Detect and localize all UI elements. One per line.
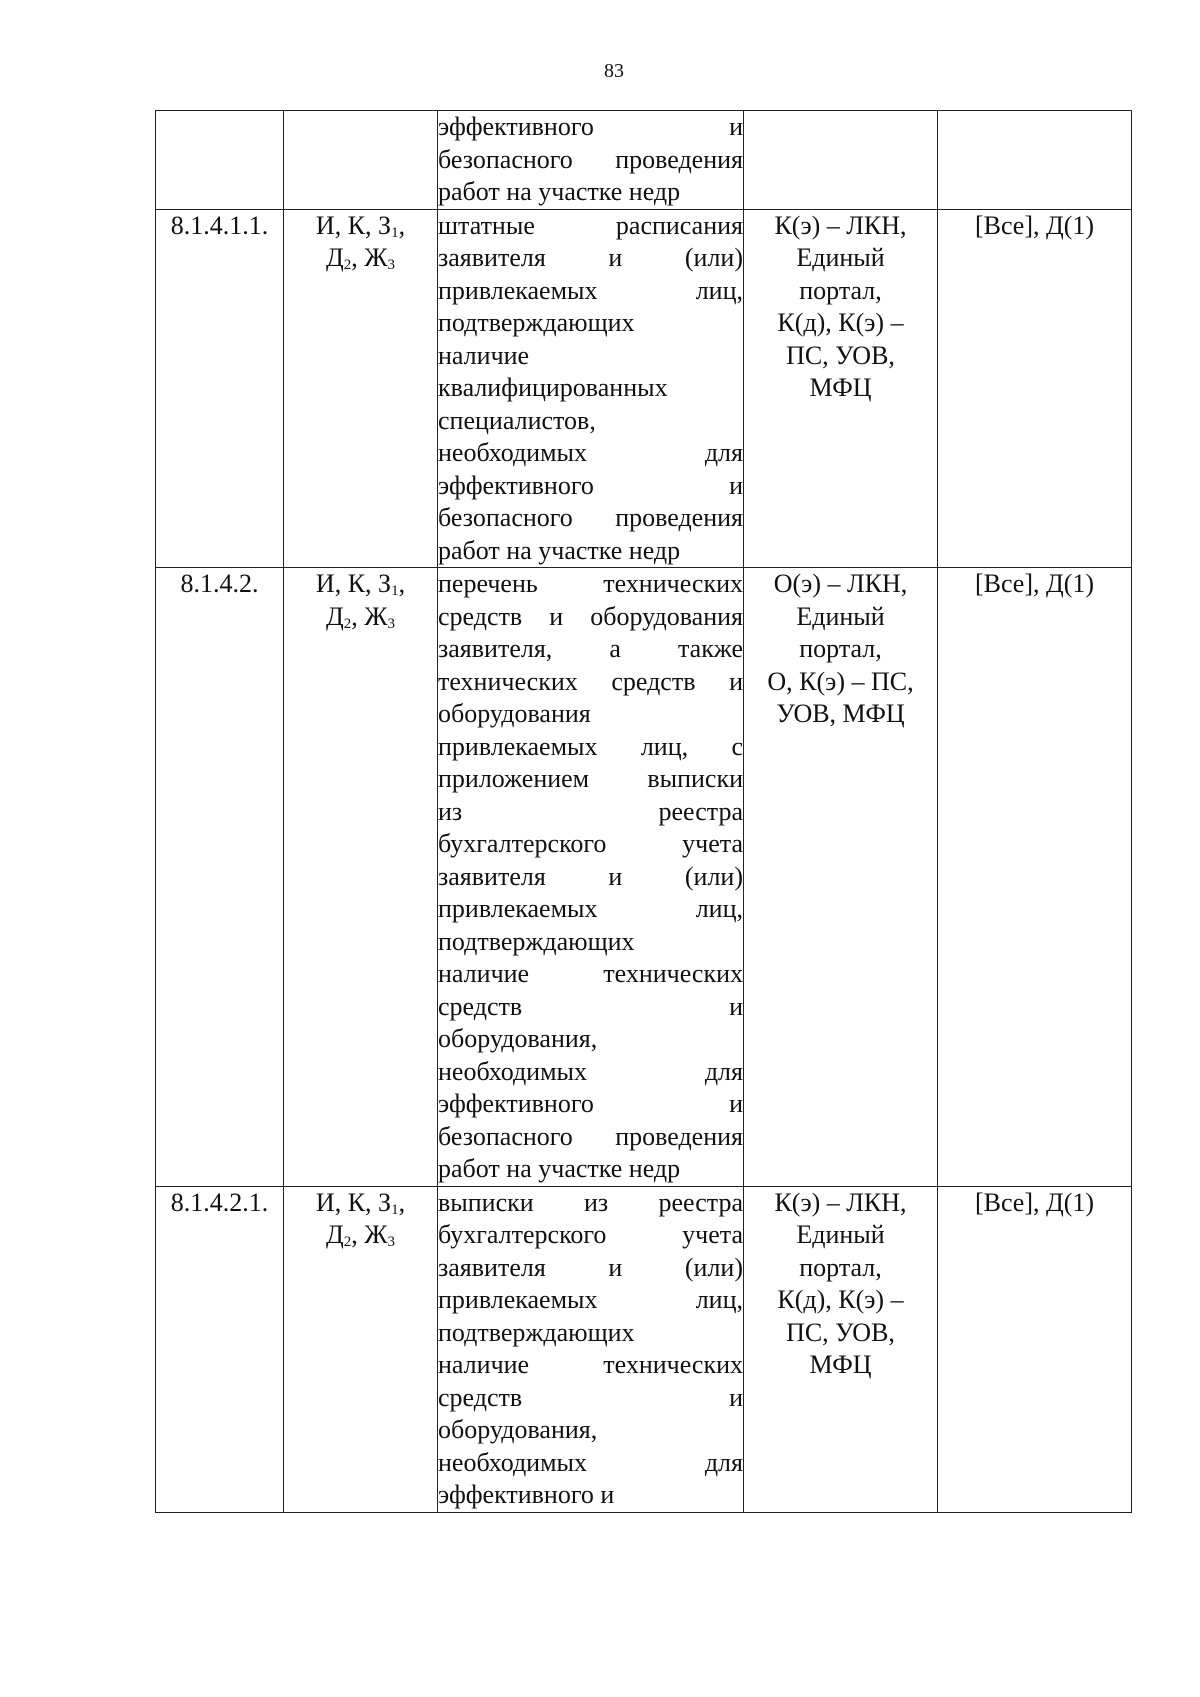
applicant-codes-line: $Д_2$, $Ж_3$ [325, 243, 396, 273]
description-line: необходимых для [438, 438, 743, 467]
description-line: выписки из реестра [438, 1187, 743, 1217]
item-number-cell: 8.1.4.2.1. [156, 1186, 284, 1512]
applicability-cell [938, 568, 1132, 1187]
channel-line: К(д), К(э) – [777, 1285, 904, 1314]
description-line: средств и оборудования [438, 601, 743, 631]
description-line: приложением выписки [438, 764, 743, 793]
description-line: эффективного и [438, 470, 743, 500]
description-line: заявителя, а также [438, 634, 743, 663]
description-line: необходимых для [438, 1447, 743, 1477]
applicability-cell [938, 209, 1132, 568]
applicant-codes-cell [284, 209, 438, 568]
description-line: из реестра [438, 796, 743, 826]
description-line: наличие [438, 340, 530, 370]
description-line: перечень технических [438, 569, 743, 598]
description-line: заявителя и (или) [438, 1252, 743, 1282]
description-line: безопасного проведения [438, 1121, 743, 1151]
channel-line: МФЦ [809, 1350, 872, 1379]
description-line: подтверждающих [438, 926, 635, 956]
applicant-codes-cell [284, 111, 438, 210]
description-line: бухгалтерского учета [438, 1220, 743, 1249]
description-line: привлекаемых лиц, [438, 275, 743, 305]
description-line: технических средств и [438, 666, 743, 696]
channel-line: УОВ, МФЦ [776, 699, 905, 728]
description-line: привлекаемых лиц, [438, 894, 743, 923]
description-line: эффективного и [438, 112, 743, 141]
description-line: безопасного проведения [438, 144, 743, 174]
description-line: эффективного и [438, 1089, 743, 1118]
document-description-cell [438, 209, 744, 568]
applicability-text: [Все], Д(1) [974, 569, 1095, 598]
channel-line: ПС, УОВ, [786, 340, 895, 370]
applicability-cell [938, 111, 1132, 210]
description-line: подтверждающих [438, 308, 635, 337]
table-row [156, 1186, 1132, 1512]
channel-line: Единый [796, 1220, 885, 1249]
channel-line: портал, [799, 275, 882, 305]
page-number: 83 [604, 60, 624, 82]
submission-channels-cell [744, 1186, 938, 1512]
description-line: наличие технических [438, 1350, 743, 1379]
table-row [156, 111, 1132, 210]
description-line: средств и [438, 991, 743, 1021]
submission-channels-cell [744, 568, 938, 1187]
description-line: необходимых для [438, 1056, 743, 1086]
item-number-cell: 8.1.4.1.1. [156, 209, 284, 568]
description-line: специалистов, [438, 405, 596, 435]
description-line: работ на участке недр [438, 177, 681, 206]
applicant-codes-cell [284, 1186, 438, 1512]
channel-line: О, К(э) – ПС, [767, 666, 914, 696]
applicability-text: [Все], Д(1) [974, 1187, 1095, 1217]
requirements-table [155, 110, 1132, 1513]
description-line: подтверждающих [438, 1317, 635, 1347]
channel-line: Единый [796, 243, 885, 272]
channel-line: портал, [799, 1252, 882, 1282]
item-number-cell [156, 111, 284, 210]
channel-line: О(э) – ЛКН, [773, 569, 908, 598]
table-row [156, 568, 1132, 1187]
description-line: привлекаемых лиц, с [438, 731, 743, 761]
description-line: привлекаемых лиц, [438, 1285, 743, 1314]
submission-channels-cell [744, 209, 938, 568]
channel-line: Единый [796, 601, 885, 631]
applicant-codes-cell [284, 568, 438, 1187]
channel-line: К(э) – ЛКН, [774, 1187, 907, 1217]
description-line: штатные расписания [438, 210, 743, 240]
document-description-cell [438, 1186, 744, 1512]
document-description-cell [438, 111, 744, 210]
description-line: оборудования, [438, 1415, 598, 1444]
channel-line: МФЦ [809, 373, 872, 402]
channel-line: портал, [799, 634, 882, 663]
submission-channels-cell [744, 111, 938, 210]
applicant-codes-line: И, К, $З_1$, [315, 1187, 406, 1218]
description-line: эффективного и [438, 1480, 615, 1509]
applicability-text: [Все], Д(1) [974, 210, 1095, 240]
applicant-codes-line: $Д_2$, $Ж_3$ [325, 601, 396, 632]
description-line: бухгалтерского учета [438, 829, 743, 858]
channel-line: К(э) – ЛКН, [774, 210, 907, 240]
applicant-codes-line: И, К, $З_1$, [315, 569, 406, 599]
description-line: безопасного проведения [438, 503, 743, 532]
description-line: работ на участке недр [438, 1154, 681, 1183]
description-line: квалифицированных [438, 373, 668, 402]
description-line: оборудования [438, 699, 591, 728]
document-description-cell [438, 568, 744, 1187]
applicant-codes-line: $Д_2$, $Ж_3$ [325, 1220, 396, 1250]
applicant-codes-line: И, К, $З_1$, [315, 210, 406, 241]
table-row [156, 209, 1132, 568]
channel-line: К(д), К(э) – [777, 308, 904, 337]
channel-line: ПС, УОВ, [786, 1317, 895, 1347]
item-number-cell: 8.1.4.2. [156, 568, 284, 1187]
description-line: работ на участке недр [438, 535, 681, 565]
description-line: заявителя и (или) [438, 243, 743, 272]
applicability-cell [938, 1186, 1132, 1512]
description-line: наличие технических [438, 959, 743, 988]
description-line: оборудования, [438, 1024, 598, 1053]
description-line: средств и [438, 1382, 743, 1412]
description-line: заявителя и (или) [438, 861, 743, 891]
